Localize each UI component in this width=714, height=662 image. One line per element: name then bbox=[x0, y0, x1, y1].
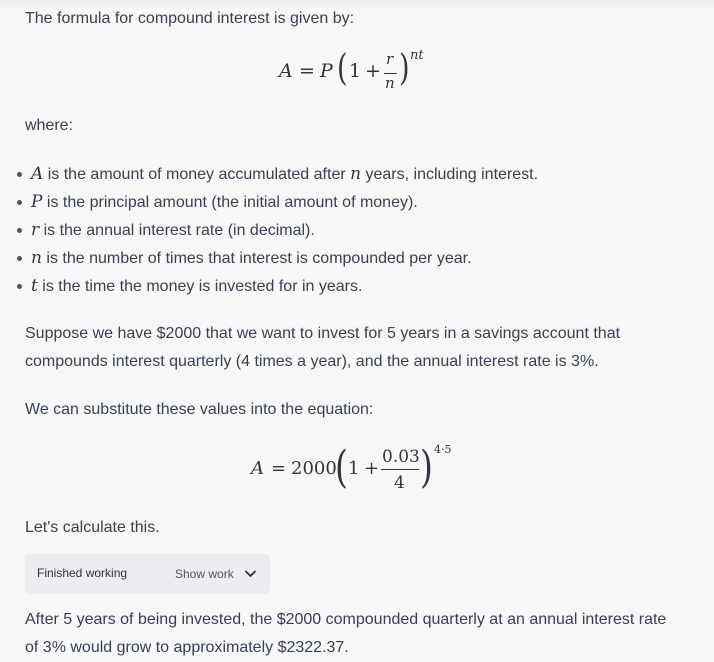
show-work-label: Show work bbox=[175, 567, 234, 581]
formula-one: 1 bbox=[349, 60, 362, 82]
variable-inline: n bbox=[350, 164, 362, 184]
formula-left-paren: ( bbox=[337, 48, 348, 89]
formula-numerator: r bbox=[386, 50, 394, 68]
result-line-2: of 3% would grow to approximately $2322.37. bbox=[25, 639, 349, 656]
variable-symbol: r bbox=[31, 220, 40, 240]
variable-symbol: P bbox=[31, 192, 43, 212]
show-work-button[interactable] bbox=[175, 563, 234, 585]
formula2-lhs: A bbox=[251, 458, 264, 479]
formula2-principal: 2000 bbox=[291, 458, 337, 479]
result-line-1: After 5 years of being invested, the $2000 compounded quarterly at an annual interest rate bbox=[25, 611, 667, 628]
formula-lhs: A bbox=[279, 60, 293, 82]
variable-description: is the time the money is invested for in years. bbox=[37, 278, 363, 295]
variable-list bbox=[0, 160, 714, 300]
variable-description: is the principal amount (the initial amount of money). bbox=[42, 194, 418, 211]
working-status: Finished working bbox=[37, 566, 128, 580]
variable-description: is the number of times that interest is compounded per year. bbox=[41, 250, 472, 267]
bullet-dot bbox=[17, 172, 22, 177]
formula2-one: 1 bbox=[348, 458, 360, 479]
formula-equals: = bbox=[299, 60, 315, 82]
bullet-dot bbox=[17, 256, 22, 261]
bullet-dot bbox=[17, 200, 22, 205]
where-label: where: bbox=[25, 117, 74, 134]
bullet-dot bbox=[17, 228, 22, 233]
list-item bbox=[0, 216, 714, 244]
formula-right-paren: ) bbox=[399, 48, 410, 89]
variable-symbol: t bbox=[31, 276, 38, 296]
formula2-equals: = bbox=[271, 458, 287, 479]
formula2-plus: + bbox=[364, 458, 380, 479]
intro-text: The formula for compound interest is given by: bbox=[25, 10, 355, 27]
chevron-down-icon bbox=[245, 570, 256, 578]
formula-principal: P bbox=[320, 60, 333, 82]
list-item bbox=[0, 244, 714, 272]
formula2-fraction-bar bbox=[381, 469, 419, 470]
variable-symbol: A bbox=[31, 164, 44, 184]
bullet-dot bbox=[17, 284, 22, 289]
calc-text: Let's calculate this. bbox=[25, 519, 160, 536]
substitute-text: We can substitute these values into the equation: bbox=[25, 401, 374, 418]
formula2-right-paren: ) bbox=[420, 442, 433, 493]
list-item bbox=[0, 272, 714, 300]
formula2-left-paren: ( bbox=[335, 442, 348, 493]
formula-denominator: n bbox=[385, 74, 395, 92]
list-item bbox=[0, 160, 714, 188]
code-interpreter-panel bbox=[25, 554, 270, 594]
variable-description: is the amount of money accumulated after bbox=[43, 166, 351, 183]
list-item bbox=[0, 188, 714, 216]
scenario-line-1: Suppose we have $2000 that we want to invest for 5 years in a savings account that bbox=[25, 325, 621, 342]
formula2-numerator: 0.03 bbox=[382, 447, 420, 467]
variable-description-end: years, including interest. bbox=[361, 166, 539, 183]
formula-plus: + bbox=[365, 60, 381, 82]
variable-description: is the annual interest rate (in decimal). bbox=[39, 222, 315, 239]
formula2-denominator: 4 bbox=[394, 473, 405, 493]
variable-symbol: n bbox=[31, 248, 42, 268]
formula-exponent: nt bbox=[410, 48, 424, 63]
formula2-exponent: 4·5 bbox=[434, 443, 452, 456]
scenario-line-2: compounds interest quarterly (4 times a year), and the annual interest rate is 3%. bbox=[25, 353, 599, 370]
